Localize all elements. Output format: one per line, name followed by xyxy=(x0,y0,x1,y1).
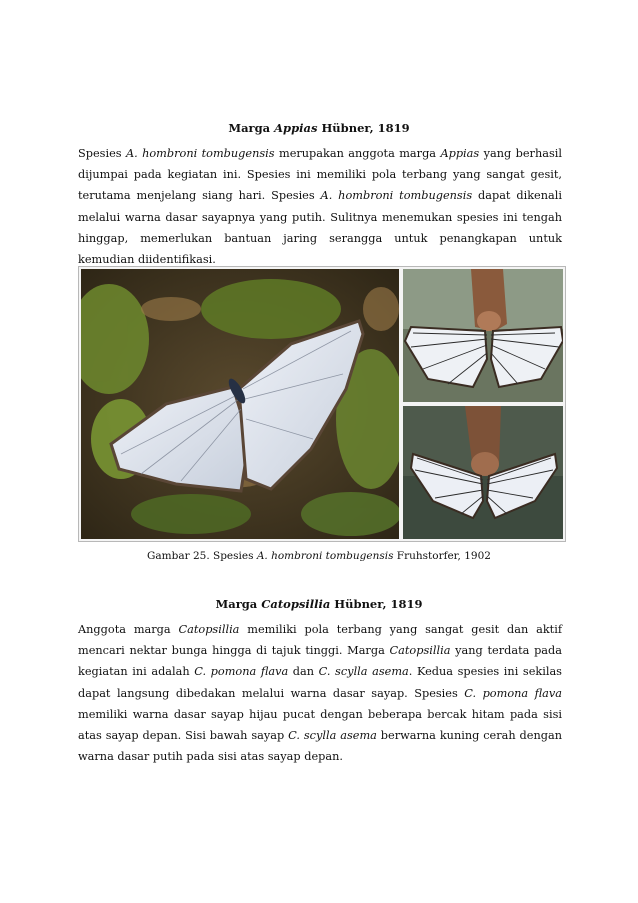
figure-butterfly-photos xyxy=(78,266,566,542)
photo-butterfly-on-bark xyxy=(81,269,399,539)
photo-specimen-upperside xyxy=(403,269,563,402)
heading-genus: Appias xyxy=(274,121,318,135)
heading-prefix: Marga xyxy=(228,121,275,135)
caption-species: A. hombroni tombugensis xyxy=(256,550,394,562)
italic-species-name: Catopsillia xyxy=(178,623,240,636)
heading-suffix: Hübner, 1819 xyxy=(317,121,410,135)
heading-prefix: Marga xyxy=(215,597,262,611)
italic-species-name: A. hombroni tombugensis xyxy=(320,189,473,203)
text-run: dapat dikenali melalui warna dasar sayapnya yang putih. Sulitnya menemukan spesies ini tengah hinggap, memerlukan bantuan jaring serangga untuk penangkapan untuk kemudian diidentifikasi. xyxy=(78,189,562,267)
paragraph-appias xyxy=(78,143,562,270)
section-heading-catopsillia xyxy=(0,597,638,611)
figure-caption xyxy=(0,550,638,562)
section-heading-appias xyxy=(0,121,638,135)
heading-genus: Catopsillia xyxy=(261,597,331,611)
italic-species-name: A. hombroni tombugensis xyxy=(125,147,275,160)
text-run: merupakan anggota marga xyxy=(274,147,441,160)
text-run: yang terdata pada kegiatan ini adalah xyxy=(78,644,563,679)
italic-species-name: C. scylla asema xyxy=(288,729,377,743)
italic-species-name: Catopsillia xyxy=(389,644,451,658)
text-run: yang berhasil dijumpai pada kegiatan ini. Spesies ini memiliki pola terbang yang sangat gesit, terutama menjelang siang hari. Spesies xyxy=(78,147,562,203)
heading-suffix: Hübner, 1819 xyxy=(330,597,423,611)
text-run: berwarna kuning cerah dengan warna dasar putih pada sisi atas sayap depan. xyxy=(78,729,562,764)
italic-species-name: C. pomona flava xyxy=(464,686,562,700)
caption-prefix: Gambar 25. Spesies xyxy=(147,550,257,562)
text-run: memiliki pola terbang yang sangat gesit dan aktif mencari nektar bunga hingga di tajuk tinggi. Marga xyxy=(78,623,562,658)
italic-species-name: C. pomona flava xyxy=(194,665,289,679)
italic-species-name: Appias xyxy=(440,147,480,160)
caption-suffix: Fruhstorfer, 1902 xyxy=(393,550,491,562)
italic-species-name: C. scylla asema xyxy=(318,665,409,679)
text-run: . Kedua spesies ini sekilas dapat langsung dibedakan melalui warna dasar sayap. Spesies xyxy=(78,665,562,700)
text-run: dan xyxy=(288,665,319,679)
paragraph-catopsillia xyxy=(78,619,562,767)
text-run: memiliki warna dasar sayap hijau pucat dengan beberapa bercak hitam pada sisi atas sayap depan. Sisi bawah sayap xyxy=(78,707,562,743)
photo-specimen-underside xyxy=(403,406,563,539)
text-run: Spesies xyxy=(78,147,126,160)
text-run: Anggota marga xyxy=(78,623,179,636)
